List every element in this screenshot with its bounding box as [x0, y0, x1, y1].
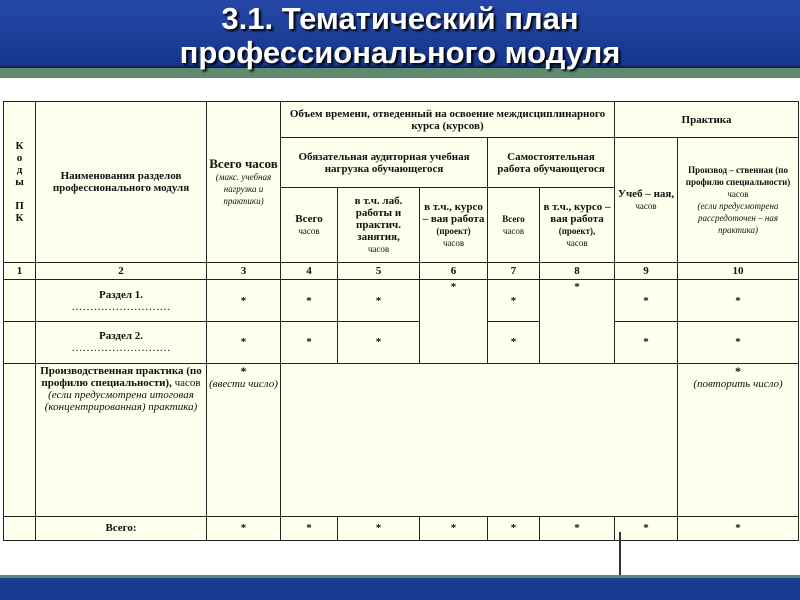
section-name-cell: Раздел 1. ………………………: [36, 280, 207, 322]
sub-mandatory-header: Обязательная аудиторная учебная нагрузка обучающегося: [281, 138, 488, 188]
col-study-practice-header: Учеб – ная, часов: [615, 138, 678, 263]
col-number: 10: [678, 262, 799, 280]
value-cell: *: [207, 322, 281, 364]
value-cell: *: [488, 322, 540, 364]
value-cell: *: [678, 516, 799, 540]
value-cell: *: [281, 280, 338, 322]
value-cell: *: [678, 280, 799, 322]
col-ind-course-header: в т.ч., курсо – вая работа (проект), часов: [540, 188, 615, 262]
col-course-header: в т.ч., курсо – вая работа (проект) часов: [420, 188, 488, 262]
col-number: 4: [281, 262, 338, 280]
value-cell: *: [281, 516, 338, 540]
production-practice-repeat-cell: * (повторить число): [678, 363, 799, 516]
value-cell: *: [488, 516, 540, 540]
col-number: 8: [540, 262, 615, 280]
group-practice-header: Практика: [615, 102, 799, 138]
col-names-header: Наименования разделов профессионального модуля: [36, 102, 207, 263]
total-row: [4, 516, 799, 540]
code-cell: [4, 322, 36, 364]
value-cell: *: [338, 322, 420, 364]
value-cell: *: [420, 280, 488, 363]
value-cell: *: [207, 280, 281, 322]
code-cell: [4, 516, 36, 540]
value-cell: *: [420, 516, 488, 540]
col-number: 1: [4, 262, 36, 280]
empty-merged-cell: [281, 363, 678, 516]
slide-title-line2: профессионального модуля: [179, 35, 621, 70]
col-number: 9: [615, 262, 678, 280]
table-row: [4, 280, 799, 322]
table-row: [4, 363, 799, 516]
value-cell: *: [540, 516, 615, 540]
col-total-hours-header: Всего часов (макс. учебная нагрузка и практики): [207, 102, 281, 263]
code-cell: [4, 363, 36, 516]
col-number: 2: [36, 262, 207, 280]
section-name-cell: Раздел 2. ………………………: [36, 322, 207, 364]
group-time-header: Объем времени, отведенный на освоение междисциплинарного курса (курсов): [281, 102, 615, 138]
value-cell: *: [338, 516, 420, 540]
production-practice-hours-cell: * (ввести число): [207, 363, 281, 516]
col-codes-header: К о д ы П К: [4, 102, 36, 263]
column-number-row: [4, 262, 799, 280]
footer-band: [0, 578, 800, 600]
col-ind-total-header: Всего часов: [488, 188, 540, 262]
total-label: Всего:: [36, 516, 207, 540]
value-cell: *: [488, 280, 540, 322]
slide-title: [0, 2, 800, 70]
thematic-plan-table: [3, 101, 799, 541]
value-cell: *: [678, 322, 799, 364]
value-cell: *: [540, 280, 615, 363]
production-practice-cell: Производственная практика (по профилю специальности), часов (если предусмотрена итоговая (концентрированная) практика): [36, 363, 207, 516]
col-number: 6: [420, 262, 488, 280]
code-cell: [4, 280, 36, 322]
table-row: [4, 322, 799, 364]
value-cell: *: [615, 322, 678, 364]
value-cell: *: [207, 516, 281, 540]
value-cell: *: [281, 322, 338, 364]
col-prod-practice-header: Производ – ственная (по профилю специальности) часов (если предусмотрена рассредоточен – ная практика): [678, 138, 799, 263]
sub-independent-header: Самостоятельная работа обучающегося: [488, 138, 615, 188]
col-number: 7: [488, 262, 540, 280]
slide-title-line1: 3.1. Тематический план: [221, 1, 579, 36]
col-number: 3: [207, 262, 281, 280]
col-aud-total-header: Всего часов: [281, 188, 338, 262]
value-cell: *: [615, 516, 678, 540]
vertical-divider: [619, 532, 621, 576]
col-number: 5: [338, 262, 420, 280]
value-cell: *: [615, 280, 678, 322]
value-cell: *: [338, 280, 420, 322]
col-lab-header: в т.ч. лаб. работы и практич. занятия, часов: [338, 188, 420, 262]
